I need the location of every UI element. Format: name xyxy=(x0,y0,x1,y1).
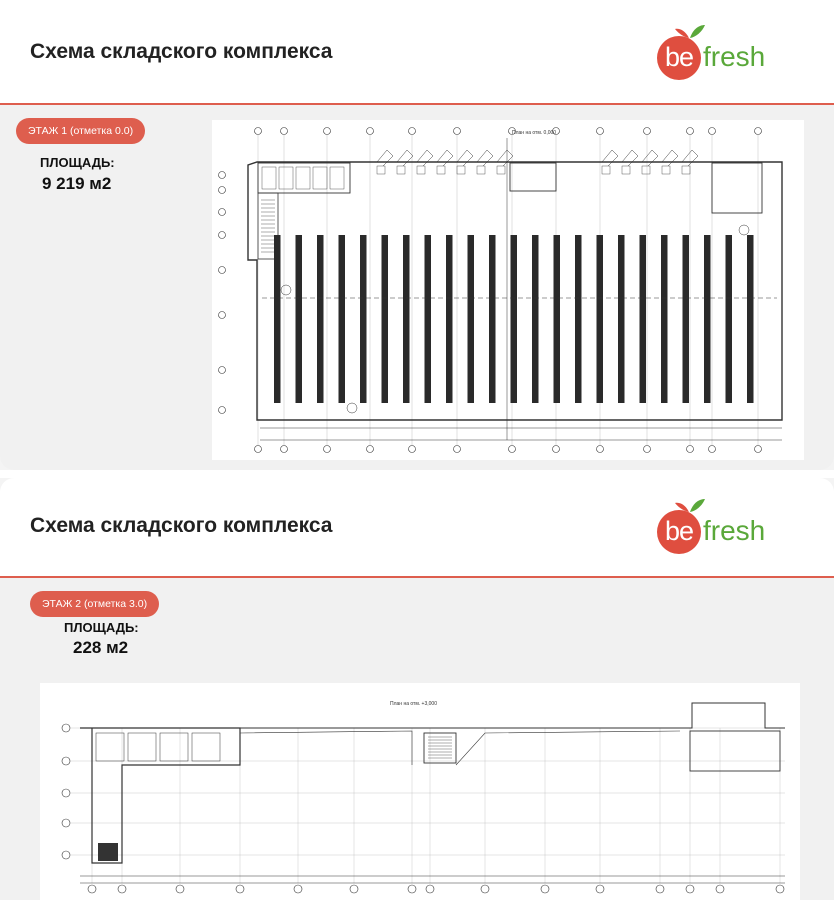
dock-door xyxy=(377,166,385,174)
dock-door xyxy=(497,166,505,174)
office-room xyxy=(313,167,327,189)
grid-axis-marker xyxy=(644,128,651,135)
logo-fresh: fresh xyxy=(703,41,766,72)
floor-plan-2-drawing xyxy=(40,683,800,900)
page-title: Схема складского комплекса xyxy=(30,40,333,63)
floor-plan-2 xyxy=(40,683,800,900)
storage-rack xyxy=(489,235,496,403)
grid-axis-marker xyxy=(776,885,784,893)
grid-axis-marker xyxy=(755,128,762,135)
grid-axis-marker xyxy=(281,446,288,453)
grid-axis-marker xyxy=(219,407,226,414)
loading-dock xyxy=(477,150,493,166)
grid-axis-marker xyxy=(755,446,762,453)
grid-axis-marker xyxy=(709,128,716,135)
grid-axis-marker xyxy=(219,367,226,374)
area-value: 228 м2 xyxy=(73,638,129,657)
dock-door xyxy=(417,166,425,174)
grid-axis-marker xyxy=(219,187,226,194)
dock-door xyxy=(682,166,690,174)
grid-axis-marker xyxy=(597,446,604,453)
grid-axis-marker xyxy=(553,446,560,453)
dock-door xyxy=(477,166,485,174)
page-title: Схема складского комплекса xyxy=(30,514,333,537)
slide-floor-2 xyxy=(0,478,834,900)
grid-axis-marker xyxy=(367,446,374,453)
grid-axis-marker xyxy=(426,885,434,893)
logo-be: be xyxy=(657,510,701,554)
storage-rack xyxy=(575,235,582,403)
storage-rack xyxy=(468,235,475,403)
grid-axis-marker xyxy=(62,819,70,827)
grid-axis-marker xyxy=(255,128,262,135)
loading-dock xyxy=(437,150,453,166)
column-marker xyxy=(347,403,357,413)
loading-dock xyxy=(662,150,678,166)
floor-label-badge: ЭТАЖ 2 (отметка 3.0) xyxy=(30,591,159,617)
grid-axis-marker xyxy=(62,724,70,732)
roof-slope xyxy=(456,731,680,765)
grid-axis-marker xyxy=(294,885,302,893)
storage-rack xyxy=(554,235,561,403)
dock-door xyxy=(397,166,405,174)
grid-axis-marker xyxy=(88,885,96,893)
storage-rack xyxy=(360,235,367,403)
grid-axis-marker xyxy=(350,885,358,893)
grid-axis-marker xyxy=(219,267,226,274)
column-marker xyxy=(281,285,291,295)
area-value: 9 219 м2 xyxy=(42,174,112,193)
dock-door xyxy=(662,166,670,174)
plan-caption: План на отм. 0,000 xyxy=(512,130,557,136)
office-room xyxy=(128,733,156,761)
office-room xyxy=(330,167,344,189)
grid-axis-marker xyxy=(716,885,724,893)
loading-dock xyxy=(602,150,618,166)
storage-rack xyxy=(446,235,453,403)
dock-door xyxy=(602,166,610,174)
office-room xyxy=(279,167,293,189)
storage-rack xyxy=(274,235,281,403)
roof-slope xyxy=(240,731,412,765)
grid-axis-marker xyxy=(62,757,70,765)
storage-rack xyxy=(425,235,432,403)
storage-rack xyxy=(339,235,346,403)
plan-caption: План на отм. +3,000 xyxy=(390,701,437,707)
befresh-logo xyxy=(655,496,780,554)
grid-axis-marker xyxy=(176,885,184,893)
office-room xyxy=(296,167,310,189)
column-marker xyxy=(739,225,749,235)
grid-axis-marker xyxy=(219,312,226,319)
storage-rack xyxy=(296,235,303,403)
grid-axis-marker xyxy=(509,446,516,453)
grid-axis-marker xyxy=(454,446,461,453)
loading-dock xyxy=(642,150,658,166)
storage-rack xyxy=(640,235,647,403)
grid-axis-marker xyxy=(219,209,226,216)
grid-axis-marker xyxy=(219,172,226,179)
storage-rack xyxy=(726,235,733,403)
slide-header xyxy=(0,0,834,105)
dock-door xyxy=(457,166,465,174)
dock-door xyxy=(437,166,445,174)
grid-axis-marker xyxy=(687,446,694,453)
grid-axis-marker xyxy=(255,446,262,453)
grid-axis-marker xyxy=(62,789,70,797)
grid-axis-marker xyxy=(687,128,694,135)
dock-door xyxy=(642,166,650,174)
floor-plan-1-drawing xyxy=(212,120,804,460)
grid-axis-marker xyxy=(118,885,126,893)
office-room xyxy=(96,733,124,761)
storage-rack xyxy=(747,235,754,403)
loading-dock xyxy=(377,150,393,166)
grid-axis-marker xyxy=(541,885,549,893)
floor-label-badge: ЭТАЖ 1 (отметка 0.0) xyxy=(16,118,145,144)
storage-rack xyxy=(661,235,668,403)
storage-rack xyxy=(704,235,711,403)
dock-door xyxy=(622,166,630,174)
storage-rack xyxy=(532,235,539,403)
grid-axis-marker xyxy=(709,446,716,453)
grid-axis-marker xyxy=(596,885,604,893)
office-block xyxy=(690,731,780,771)
loading-dock xyxy=(397,150,413,166)
grid-axis-marker xyxy=(409,128,416,135)
office-room xyxy=(192,733,220,761)
loading-dock xyxy=(622,150,638,166)
storage-rack xyxy=(618,235,625,403)
grid-axis-marker xyxy=(236,885,244,893)
grid-axis-marker xyxy=(656,885,664,893)
office-room xyxy=(262,167,276,189)
storage-rack xyxy=(403,235,410,403)
area-label: ПЛОЩАДЬ: xyxy=(40,155,115,170)
grid-axis-marker xyxy=(219,232,226,239)
storage-rack xyxy=(683,235,690,403)
loading-dock xyxy=(457,150,473,166)
storage-rack xyxy=(597,235,604,403)
loading-dock xyxy=(497,150,513,166)
stair-block xyxy=(424,733,456,763)
office-room xyxy=(160,733,188,761)
grid-axis-marker xyxy=(281,128,288,135)
befresh-logo xyxy=(655,22,780,80)
loading-dock xyxy=(417,150,433,166)
grid-axis-marker xyxy=(686,885,694,893)
area-label: ПЛОЩАДЬ: xyxy=(64,620,139,635)
grid-axis-marker xyxy=(481,885,489,893)
grid-axis-marker xyxy=(62,851,70,859)
floor-plan-1 xyxy=(212,120,804,460)
grid-axis-marker xyxy=(324,128,331,135)
stair-block xyxy=(98,843,118,861)
grid-axis-marker xyxy=(454,128,461,135)
grid-axis-marker xyxy=(597,128,604,135)
grid-axis-marker xyxy=(644,446,651,453)
slide-separator xyxy=(0,470,834,478)
storage-rack xyxy=(382,235,389,403)
logo-be: be xyxy=(657,36,701,80)
grid-axis-marker xyxy=(324,446,331,453)
grid-axis-marker xyxy=(367,128,374,135)
grid-axis-marker xyxy=(408,885,416,893)
office-block xyxy=(510,163,556,191)
office-block xyxy=(258,163,350,193)
grid-axis-marker xyxy=(409,446,416,453)
slide-header xyxy=(0,478,834,578)
storage-rack xyxy=(511,235,518,403)
office-block xyxy=(712,163,762,213)
storage-rack xyxy=(317,235,324,403)
logo-fresh: fresh xyxy=(703,515,766,546)
